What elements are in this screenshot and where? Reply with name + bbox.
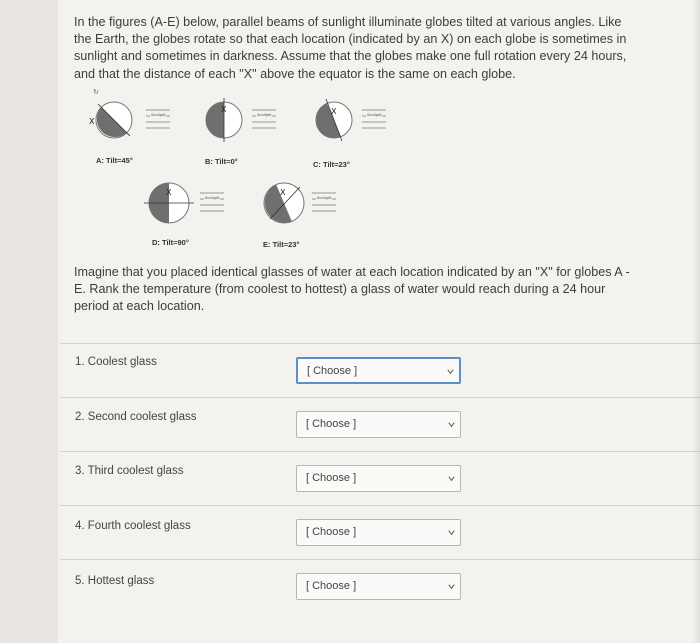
globe-c-marker: X <box>331 107 337 116</box>
rank-select-3-value: [ Choose ] <box>306 472 357 484</box>
sunlight-arrows-d <box>200 193 224 211</box>
rank-select-2[interactable] <box>296 411 461 438</box>
globe-b-marker: X <box>221 105 227 114</box>
page-edge-shadow <box>692 0 700 643</box>
svg-text:↻: ↻ <box>93 88 99 96</box>
globe-e <box>264 183 304 223</box>
globe-b <box>206 98 242 142</box>
svg-text:Sunlight: Sunlight <box>205 196 220 200</box>
rank-select-5-value: [ Choose ] <box>306 580 357 592</box>
chevron-down-icon <box>446 367 455 376</box>
chevron-down-icon <box>447 474 456 483</box>
rank-select-3[interactable] <box>296 465 461 492</box>
chevron-down-icon <box>447 582 456 591</box>
rank-select-5[interactable] <box>296 573 461 600</box>
globe-b-label: B: Tilt=0° <box>205 157 238 166</box>
intro-text: In the figures (A-E) below, parallel beams of sunlight illuminate globes tilted at various angles. Like the Earth, the globes rotate so that each location (indicated by an X) on each globe is sometimes in sunlight and sometimes in darkness. Assume that the globes make one full rotation every 24 hours, and that the distance of each "X" above the equator is the same on each globe. <box>74 15 627 81</box>
svg-text:Sunlight: Sunlight <box>367 113 382 117</box>
rank-select-1-value: [ Choose ] <box>307 365 358 377</box>
row-divider <box>60 343 700 344</box>
rank-label-1: 1. Coolest glass <box>75 356 157 368</box>
sunlight-arrows-e <box>312 193 336 211</box>
svg-text:Sunlight: Sunlight <box>257 113 272 117</box>
rank-label-4: 4. Fourth coolest glass <box>75 520 191 532</box>
rank-select-1[interactable] <box>296 357 461 384</box>
globe-d-marker: X <box>166 188 172 197</box>
chevron-down-icon <box>447 528 456 537</box>
rank-label-2: 2. Second coolest glass <box>75 411 197 423</box>
sunlight-arrows-a <box>146 110 170 128</box>
sunlight-arrows-b <box>252 110 276 128</box>
rank-label-3: 3. Third coolest glass <box>75 465 184 477</box>
rank-label-5: 5. Hottest glass <box>75 575 155 587</box>
globe-c <box>316 99 352 141</box>
row-divider <box>60 451 700 452</box>
globe-d <box>144 183 194 223</box>
row-divider <box>60 559 700 560</box>
globes-figure <box>74 88 414 258</box>
row-divider <box>60 505 700 506</box>
svg-text:Sunlight: Sunlight <box>151 113 166 117</box>
question-text: Imagine that you placed identical glasses of water at each location indicated by an "X" for globes A - E. Rank the temperature (from coolest to hottest) a glass of water would reach during a 24 hour period at each location. <box>74 265 630 314</box>
globe-e-label: E: Tilt=23° <box>263 240 300 249</box>
rank-select-4[interactable] <box>296 519 461 546</box>
globe-d-label: D: Tilt=90° <box>152 238 189 247</box>
globe-a-marker: X <box>89 117 95 126</box>
globe-a <box>89 88 132 138</box>
globe-e-marker: X <box>280 188 286 197</box>
row-divider <box>60 397 700 398</box>
rank-select-4-value: [ Choose ] <box>306 526 357 538</box>
chevron-down-icon <box>447 420 456 429</box>
rank-select-2-value: [ Choose ] <box>306 418 357 430</box>
svg-text:Sunlight: Sunlight <box>317 196 332 200</box>
globe-c-label: C: Tilt=23° <box>313 160 350 169</box>
globe-a-label: A: Tilt=45° <box>96 156 133 165</box>
sunlight-arrows-c <box>362 110 386 128</box>
